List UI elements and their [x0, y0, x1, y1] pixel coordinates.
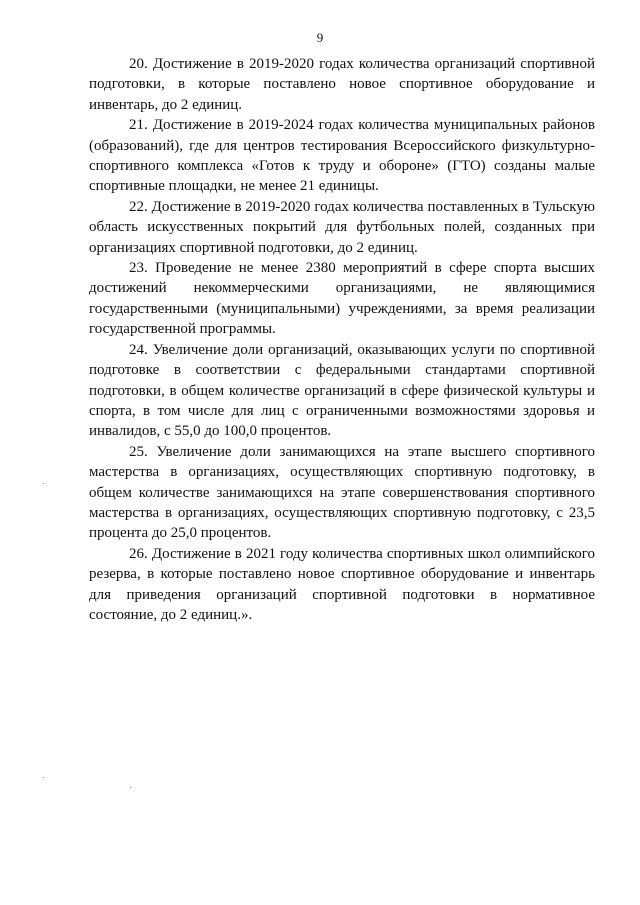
document-body	[89, 54, 595, 625]
paragraph-item-23: 23. Проведение не менее 2380 мероприятий в сфере спорта высших достижений некоммерческими организациями, не являющимися государственными (муниципальными) учреждениями, за время реализации государственной программы.	[89, 260, 595, 338]
scan-speck	[43, 777, 44, 778]
paragraph-item-22: 22. Достижение в 2019-2020 годах количества поставленных в Тульскую область искусственных покрытий для футбольных полей, созданных при организациях спортивной подготовки, до 2 единиц.	[89, 198, 595, 256]
scan-speck	[43, 483, 44, 484]
paragraph-item-26: 26. Достижение в 2021 году количества спортивных школ олимпийского резерва, в которые поставлено новое спортивное оборудование и инвентарь для приведения организаций спортивной подготовки в нормативное состояние, до 2 единиц.».	[89, 545, 595, 623]
paragraph-item-21: 21. Достижение в 2019-2024 годах количества муниципальных районов (образований), где для центров тестирования Всероссийского физкультурно-спортивного комплекса «Готов к труду и обороне» (ГТО) созданы малые спортивные площадки, не менее 21 единицы.	[89, 117, 595, 195]
paragraph-item-24: 24. Увеличение доли организаций, оказывающих услуги по спортивной подготовке в соответствии с федеральными стандартами спортивной подготовки, в общем количестве организаций в сфере физической культуры и спорта, в том числе для лиц с ограниченными возможностями здоровья и инвалидов, с 55,0 до 100,0 процентов.	[89, 341, 595, 440]
paragraph-item-25: 25. Увеличение доли занимающихся на этапе высшего спортивного мастерства в организациях, осуществляющих спортивную подготовку, в общем количестве занимающихся на этапе совершенствования спортивного мастерства в организациях, осуществляющих спортивную подготовку, с 23,5 процента до 25,0 процентов.	[89, 443, 595, 542]
paragraph-item-20: 20. Достижение в 2019-2020 годах количества организаций спортивной подготовки, в которые поставлено новое спортивное оборудование и инвентарь, до 2 единиц.	[89, 56, 595, 113]
scan-speck	[130, 787, 131, 788]
page-number: 9	[316, 30, 324, 45]
